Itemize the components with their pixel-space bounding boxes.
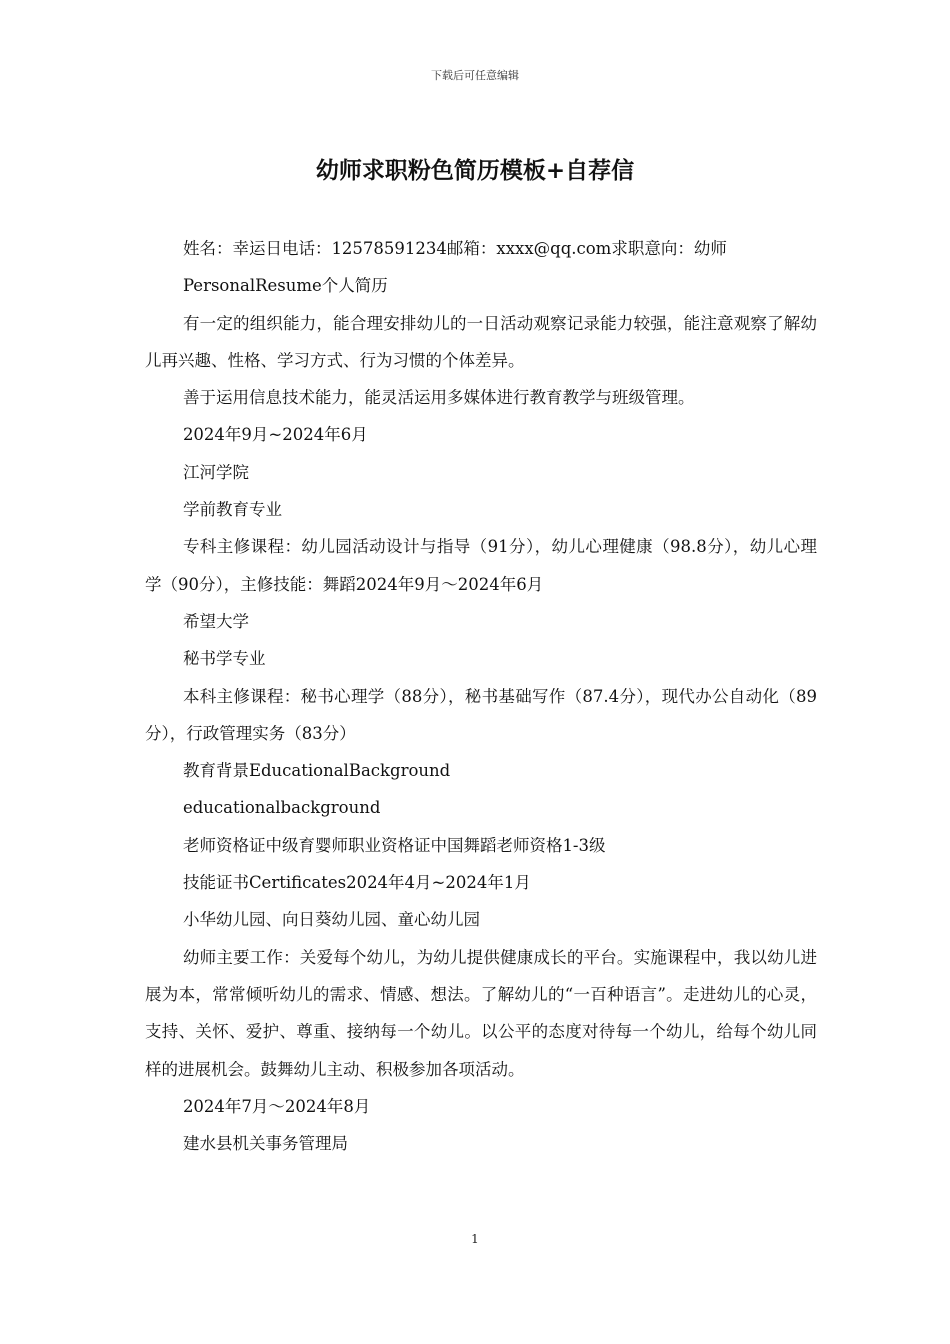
school-name-2: 希望大学: [182, 611, 249, 631]
page-title: 幼师求职粉色简历模板+自荐信: [315, 158, 635, 184]
education-period-1: 2024年9月~2024年6月: [182, 425, 368, 445]
kindergarten-names: 小华幼儿园、向日葵幼儿园、童心幼儿园: [182, 910, 480, 930]
major-2: 秘书学专业: [182, 649, 266, 669]
work-description-paragraph: 幼师主要工作：关爱每个幼儿，为幼儿提供健康成长的平台。实施课程中，我以幼儿进展为本，常常倾听幼儿的需求、情感、想法。了解幼儿的“一百种语言”。走进幼儿的心灵，支持、关怀、爱护、尊重、接纳每一个幼儿。以公平的态度对待每一个幼儿，给每个幼儿同样的进展机会。鼓舞幼儿主动、积极参加各项活动。: [145, 947, 817, 1079]
certificates-line: 老师资格证中级育婴师职业资格证中国舞蹈老师资格1-3级: [182, 835, 606, 855]
document-body: [145, 230, 817, 1162]
work-period-2: 2024年7月～2024年8月: [182, 1096, 371, 1116]
employer-name: 建水县机关事务管理局: [182, 1134, 348, 1154]
school-name-1: 江河学院: [182, 462, 249, 482]
header-note: 下载后可任意编辑: [431, 69, 519, 82]
education-section-subheading: educationalbackground: [182, 798, 381, 818]
contact-info-line: 姓名：幸运日电话：12578591234邮箱：xxxx@qq.com求职意向：幼师: [182, 239, 727, 258]
courses-paragraph-1: 专科主修课程：幼儿园活动设计与指导（91分），幼儿心理健康（98.8分），幼儿心理学（90分），主修技能：舞蹈2024年9月～2024年6月: [145, 537, 817, 594]
resume-heading: PersonalResume个人简历: [182, 276, 388, 296]
self-evaluation-paragraph: 有一定的组织能力，能合理安排幼儿的一日活动观察记录能力较强，能注意观察了解幼儿再兴趣、性格、学习方式、行为习惯的个体差异。: [145, 313, 817, 370]
skills-paragraph: 善于运用信息技术能力，能灵活运用多媒体进行教育教学与班级管理。: [182, 388, 695, 408]
education-section-heading: 教育背景EducationalBackground: [182, 761, 451, 781]
major-1: 学前教育专业: [182, 500, 282, 520]
courses-paragraph-2: 本科主修课程：秘书心理学（88分），秘书基础写作（87.4分），现代办公自动化（89分），行政管理实务（83分）: [145, 686, 817, 743]
certificates-heading: 技能证书Certificates2024年4月~2024年1月: [182, 873, 531, 893]
page-number: 1: [471, 1232, 479, 1246]
